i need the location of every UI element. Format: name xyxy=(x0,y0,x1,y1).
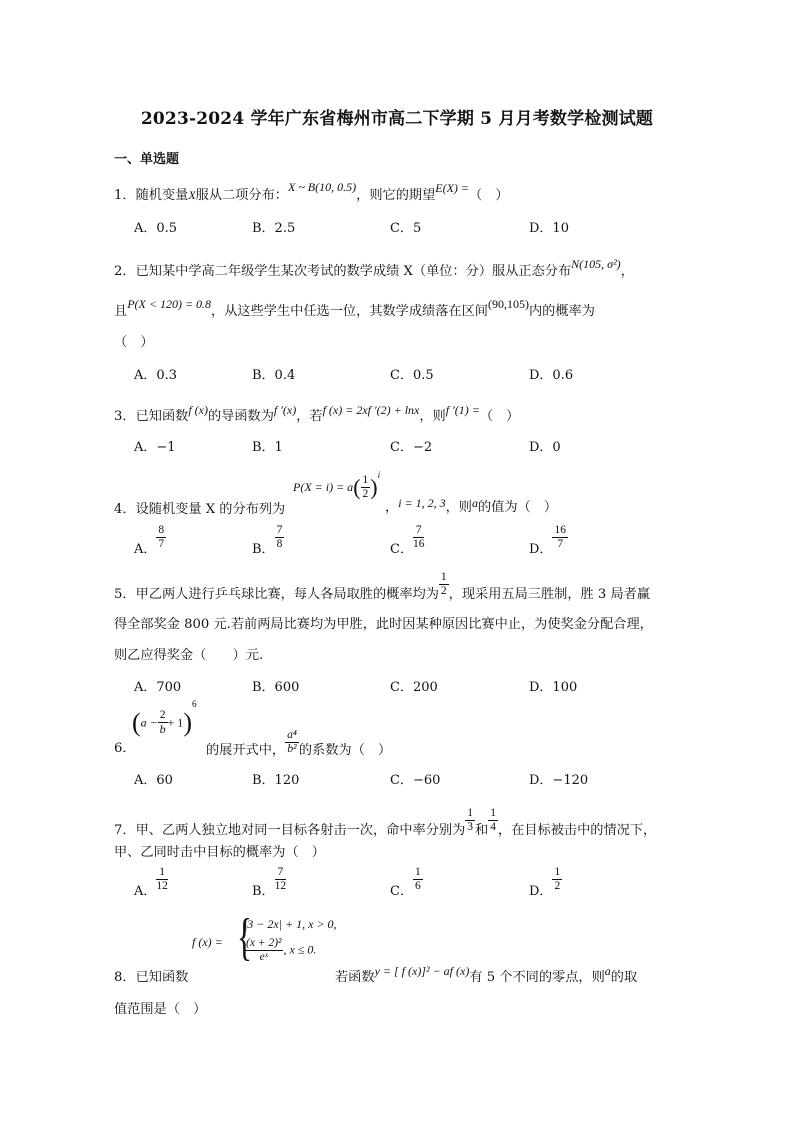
q1-expectation: E(X) = xyxy=(435,181,470,195)
q2-comma: ， xyxy=(620,264,634,279)
q4-option-b[interactable] xyxy=(252,524,284,558)
q7-text-b: ，在目标被击中的情况下， xyxy=(497,823,657,839)
q6-frac-num: 2 xyxy=(159,708,166,721)
q6-expr-b: + 1 xyxy=(167,715,184,730)
q7-fraction-1 xyxy=(465,807,475,834)
q4-option-c-fraction xyxy=(413,524,425,551)
q2-option-b[interactable]: B．0.4 xyxy=(252,368,296,383)
q7-option-b-label: B． xyxy=(252,884,275,900)
q7-option-c[interactable] xyxy=(390,866,423,900)
q7-option-c-num: 1 xyxy=(414,866,421,878)
q7-option-d[interactable] xyxy=(529,866,562,900)
q5-option-d[interactable]: D．100 xyxy=(529,680,578,695)
q7-option-c-fraction xyxy=(413,866,423,893)
q4-option-c-label: C． xyxy=(390,542,413,558)
q3-text-d: ，则 xyxy=(419,409,446,424)
question-1 xyxy=(114,180,509,203)
q6-expression: (a − $\frac{2}{b}$ + 1)$^6$ xyxy=(132,699,197,737)
q7-option-a-num: 1 xyxy=(159,866,166,878)
q3-equation: f (x) = 2xf ′(2) + lnx xyxy=(322,403,420,417)
q7-p1-den: 3 xyxy=(467,821,474,834)
question-4 xyxy=(114,498,285,517)
q2-text-b: 且 xyxy=(114,304,128,319)
q7-option-d-den: 2 xyxy=(554,880,561,893)
q2-answer-paren: （ ） xyxy=(114,335,154,350)
q5-text: 5．甲乙两人进行乒乓球比赛，每人各局取胜的概率均为 xyxy=(114,587,439,603)
q7-option-b-fraction xyxy=(275,866,287,893)
q6-option-b[interactable]: B．120 xyxy=(252,773,300,788)
q8-brace: { xyxy=(236,909,252,966)
q1-distribution: X ~ B(10, 0.5) xyxy=(287,180,357,194)
q4-option-a-fraction xyxy=(156,524,166,551)
q6-term-fraction xyxy=(285,729,299,756)
q4-option-d-label: D． xyxy=(529,542,553,558)
q4-option-a-num: 8 xyxy=(158,524,165,536)
q7-line-2: 甲、乙同时击中目标的概率为（ ） xyxy=(114,845,325,860)
q7-p2-den: 4 xyxy=(490,821,496,834)
q5-option-a[interactable]: A．700 xyxy=(134,680,182,695)
q4-option-c[interactable] xyxy=(390,524,425,558)
q1-var: X xyxy=(188,188,196,202)
q6-term-den: b² xyxy=(285,742,299,756)
q4-tail xyxy=(385,496,557,515)
q7-option-a-den: 12 xyxy=(156,880,168,893)
q4-option-a-den: 7 xyxy=(158,538,165,551)
q2-option-d[interactable]: D．0.6 xyxy=(529,368,574,383)
q8-text-c: 有 5 个不同的零点，则 xyxy=(469,970,605,985)
q4-half-den: 2 xyxy=(362,488,369,501)
q3-option-b[interactable]: B．1 xyxy=(252,440,283,455)
question-2-line-2 xyxy=(114,297,595,319)
q7-option-b[interactable] xyxy=(252,866,287,900)
q8-case-2 xyxy=(244,937,316,964)
q4-comma: ， xyxy=(385,500,399,515)
q2-normal-dist: N(105, σ²) xyxy=(571,257,621,271)
q7-option-d-fraction xyxy=(552,866,562,893)
q8-tail xyxy=(335,966,637,985)
q8-case-1-text: |3 − 2x| + 1, x > 0, xyxy=(244,917,337,931)
q6-number: 6． xyxy=(114,741,136,756)
q4-half-num: 1 xyxy=(362,474,369,486)
q4-option-d[interactable] xyxy=(529,524,568,558)
q7-option-d-num: 1 xyxy=(554,866,561,878)
q4-option-b-label: B． xyxy=(252,542,275,558)
question-5-line-1 xyxy=(114,571,651,608)
q8-text-b: 若函数 xyxy=(335,970,375,985)
q4-lhs: P(X = i) = a xyxy=(293,480,354,495)
q3-answer-paren: （ ） xyxy=(479,409,520,424)
q8-text: 8．已知函数 xyxy=(114,970,189,985)
q1-option-b[interactable]: B．2.5 xyxy=(252,221,296,236)
q2-text: 2．已知某中学高二年级学生某次考试的数学成绩 X（单位：分）服从正态分布 xyxy=(114,264,572,279)
q5-text-b: ，现采用五局三胜制，胜 3 局者赢 xyxy=(448,587,651,603)
q7-option-c-den: 6 xyxy=(414,880,421,893)
q7-and: 和 xyxy=(475,823,489,839)
question-3 xyxy=(114,405,519,424)
q4-half-fraction xyxy=(361,474,371,501)
q2-option-c[interactable]: C．0.5 xyxy=(390,368,434,383)
q7-option-b-num: 7 xyxy=(277,866,284,878)
q2-option-a[interactable]: A．0.3 xyxy=(134,368,178,383)
q4-option-b-fraction xyxy=(275,524,285,551)
q8-y-function: y = [ f (x)]² − af (x) xyxy=(374,964,470,978)
q5-frac-num: 1 xyxy=(440,571,447,583)
page-title: 2023-2024 学年广东省梅州市高二下学期 5 月月考数学检测试题 xyxy=(140,109,654,129)
q8-text-d: 的取 xyxy=(610,970,638,985)
q4-text: 4．设随机变量 X 的分布列为 xyxy=(114,502,286,517)
q6-answer-paren: 的系数为（ ） xyxy=(298,743,392,759)
q6-option-c[interactable]: C．−60 xyxy=(390,773,441,788)
q4-answer-paren: 的值为（ ） xyxy=(478,500,558,515)
question-2-line-1 xyxy=(114,257,634,279)
q3-fpx: f ′(x) xyxy=(273,403,297,417)
q3-option-d[interactable]: D．0 xyxy=(529,440,561,455)
q1-text-b: 服从二项分布： xyxy=(195,188,288,203)
q7-p1-num: 1 xyxy=(467,807,474,819)
q6-frac-den: b xyxy=(159,722,166,737)
q3-fx: f (x) xyxy=(188,403,208,417)
q6-expr-a: a − xyxy=(140,715,158,730)
q4-option-c-num: 7 xyxy=(415,524,422,536)
q6-term-num: a⁴ xyxy=(287,729,297,741)
q1-text-c: ，则它的期望 xyxy=(356,188,436,203)
q4-exponent: i xyxy=(377,470,381,481)
q7-option-a-fraction xyxy=(156,866,168,893)
q7-option-b-den: 12 xyxy=(274,880,287,893)
q5-option-c[interactable]: C．200 xyxy=(390,680,438,695)
q2-text-d: 内的概率为 xyxy=(528,304,595,319)
q3-option-c[interactable]: C．−2 xyxy=(390,440,433,455)
q7-option-a[interactable] xyxy=(134,866,168,900)
q3-text-b: 的导函数为 xyxy=(207,409,274,424)
q8-function-lhs: f (x) = xyxy=(192,935,223,949)
q4-option-b-num: 7 xyxy=(276,524,283,536)
q8-case-2-fraction xyxy=(244,937,283,964)
q5-option-b[interactable]: B．600 xyxy=(252,680,300,695)
q1-option-d[interactable]: D．10 xyxy=(529,221,569,236)
q8-var-a: a xyxy=(604,964,611,978)
q2-probability: P(X < 120) = 0.8 xyxy=(127,297,212,311)
q6-option-a[interactable]: A．60 xyxy=(134,773,173,788)
q8-case-2-den: eˣ xyxy=(244,950,283,964)
q4-option-b-den: 8 xyxy=(276,538,283,551)
q2-interval: (90,105) xyxy=(487,297,529,311)
q7-option-c-label: C． xyxy=(390,884,413,900)
q6-fraction xyxy=(158,709,168,737)
question-8-line-1 xyxy=(114,966,188,985)
q4-option-d-fraction xyxy=(552,524,568,551)
q6-text: 的展开式中， xyxy=(206,743,286,759)
q7-option-a-label: A． xyxy=(134,884,157,900)
q8-case-1 xyxy=(244,917,337,932)
q4-option-a-label: A． xyxy=(134,542,157,558)
q3-text: 3．已知函数 xyxy=(114,409,189,424)
q1-answer-paren: （ ） xyxy=(469,188,509,203)
q4-range: i = 1, 2, 3 xyxy=(398,496,446,510)
q3-equation-2: f ′(1) = xyxy=(445,403,480,417)
q4-option-c-den: 16 xyxy=(412,538,425,551)
q3-option-a[interactable]: A．−1 xyxy=(134,440,176,455)
q5-fraction xyxy=(439,571,449,598)
q7-fraction-2 xyxy=(488,807,498,834)
q4-formula: P(X = i) = a( $\frac{1}{2}$ )$^i$ xyxy=(293,470,381,501)
q8-case-2-num: (x + 2)² xyxy=(246,937,282,949)
q6-tail xyxy=(206,729,392,764)
q4-text-c: ，则 xyxy=(445,500,472,515)
q7-option-d-label: D． xyxy=(529,884,553,900)
q4-var-a: a xyxy=(472,496,478,510)
q6-power: 6 xyxy=(191,699,197,710)
q5-frac-den: 2 xyxy=(440,585,447,598)
q4-option-d-num: 16 xyxy=(554,524,566,536)
q1-option-a[interactable]: A．0.5 xyxy=(134,221,178,236)
q1-text: 1．随机变量 xyxy=(114,188,189,203)
q5-line-2: 得全部奖金 800 元.若前两局比赛均为甲胜，此时因某种原因比赛中止，为使奖金分配合理， xyxy=(114,617,653,632)
q1-option-c[interactable]: C．5 xyxy=(390,221,422,236)
q7-p2-num: 1 xyxy=(490,807,496,819)
q7-text: 7．甲、乙两人独立地对同一目标各射击一次，命中率分别为 xyxy=(114,823,466,839)
q5-line-3: 则乙应得奖金（ ）元. xyxy=(114,648,264,663)
q6-option-d[interactable]: D．−120 xyxy=(529,773,589,788)
q8-case-2-cond: , x ≤ 0. xyxy=(283,942,317,957)
q8-line-2: 值范围是（ ） xyxy=(114,1002,207,1017)
q3-text-c: ，若 xyxy=(296,409,323,424)
q4-option-a[interactable] xyxy=(134,524,166,558)
section-heading: 一、单选题 xyxy=(114,152,180,167)
q4-option-d-den: 7 xyxy=(552,537,568,551)
q2-text-c: ，从这些学生中任选一位，其数学成绩落在区间 xyxy=(211,304,488,319)
